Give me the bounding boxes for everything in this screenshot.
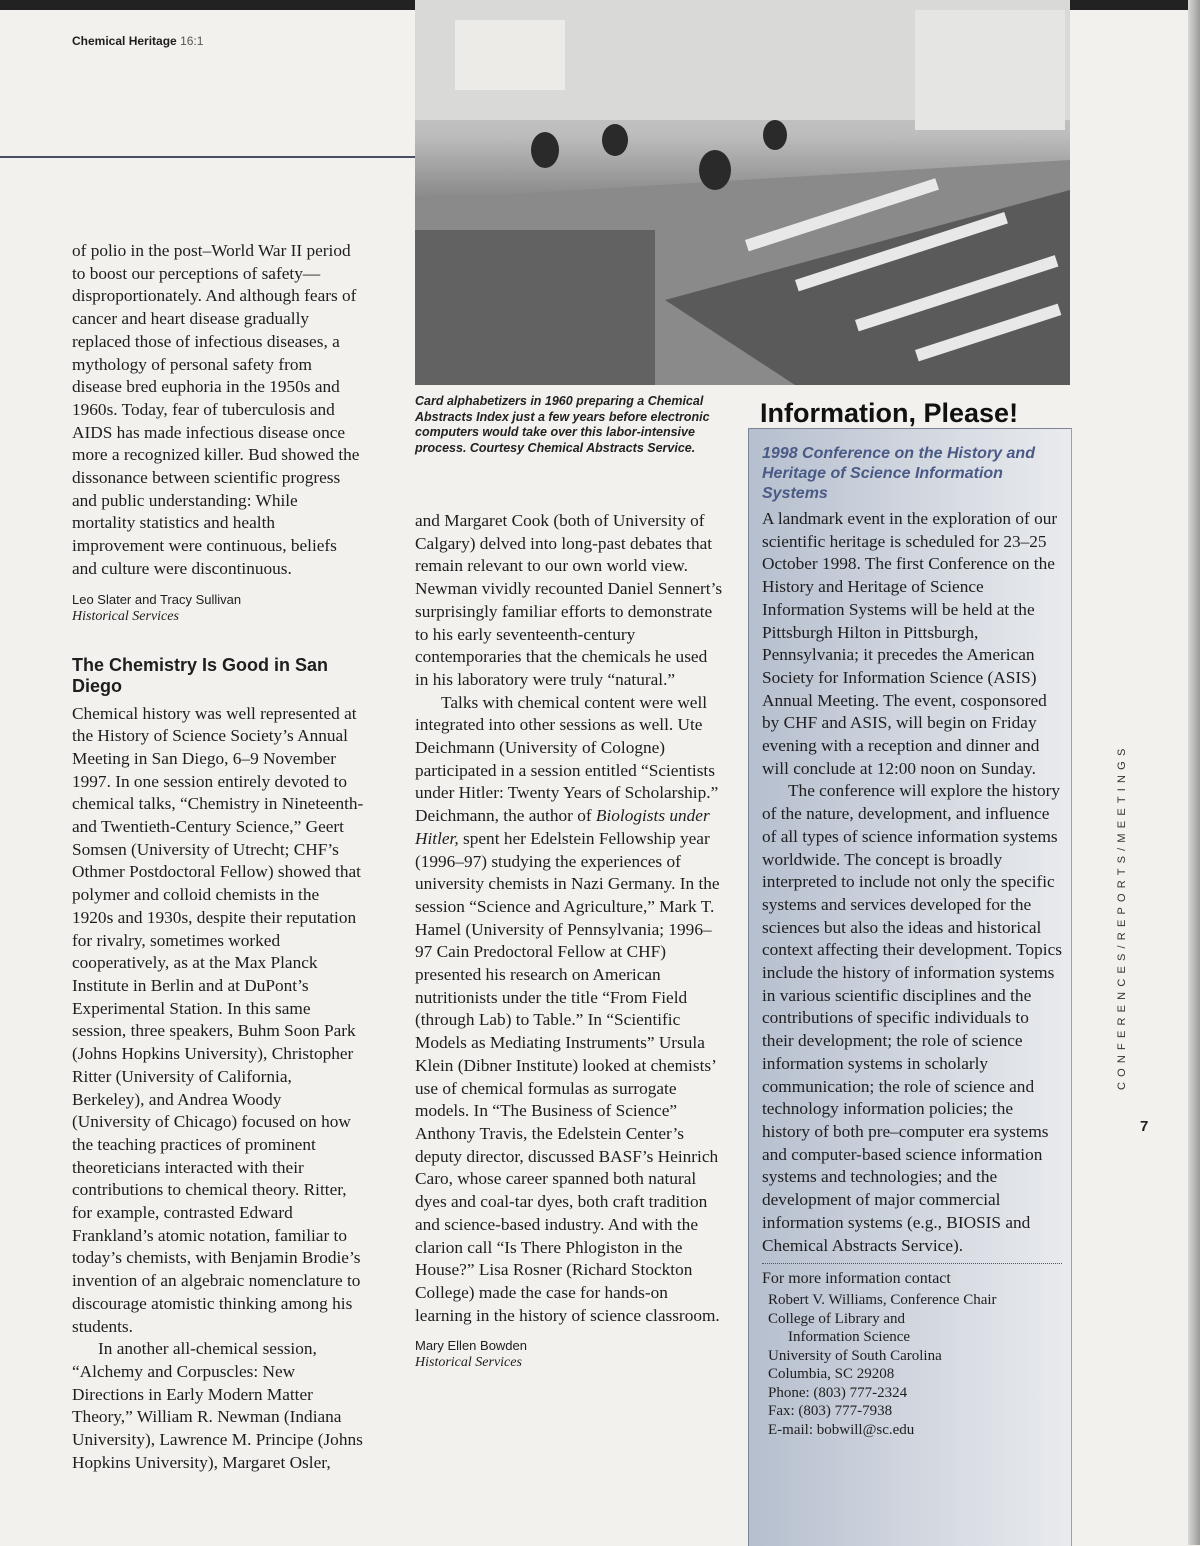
contact-intro: For more information contact	[762, 1270, 951, 1288]
contact-org: Information Science	[788, 1329, 911, 1346]
contact-university: University of South Carolina	[768, 1347, 942, 1364]
text-run: spent her Edelstein Fellowship year (1996–97) studying the experiences of university chemists in Nazi Germany. In the session “Science and Agriculture,” Mark T. Hamel (University of Pennsylvania; 1996–97 Cain Predoctoral Fellow at CHF) presented his research on American nutritionists under the title “From Field (through Lab) to Table.” In “Scientific Models as Mediating Instruments” Ursula Klein (Dibner Institute) looked at chemists’ use of chemical formulas as surrogate models. In “The Business of Science” Anthony Travis, the Edelstein Center’s deputy director, discussed BASF’s Heinrich Caro, whose career spanned both natural dyes and coal-tar dyes, both craft tradition and science-based industry. And with the clarion call “Is There Phlogiston in the House?” Lisa Rosner (Richard Stockton College) made the case for hands-on learning in the history of science classroom.	[415, 828, 720, 1325]
contact-org: College of Library and	[768, 1310, 906, 1327]
sidebar-body	[762, 508, 1062, 1440]
article2-title: The Chemistry Is Good in San Diego	[72, 654, 329, 696]
page-number: 7	[1140, 1118, 1149, 1135]
contact-name: Robert V. Williams, Conference Chair	[768, 1291, 997, 1308]
photo-card-alphabetizers	[415, 0, 1070, 385]
column-1	[72, 240, 364, 1474]
article1-author: Leo Slater and Tracy Sullivan	[72, 591, 242, 607]
article2-paragraph: In another all-chemical session, “Alchemy and Corpuscles: New Directions in Early Modern Matter Theory,” William R. Newman (Indiana University), Lawrence M. Principe (Johns Hopkins University), Margaret Osler,	[72, 1339, 363, 1472]
article2-author: Mary Ellen Bowden	[415, 1338, 527, 1354]
header-rule	[0, 156, 415, 158]
photo-caption: Card alphabetizers in 1960 preparing a Chemical Abstracts Index just a few years before electronic computers would take over this labor-intensive process. Courtesy Chemical Abstracts Service.	[415, 394, 710, 455]
article2-paragraph: and Margaret Cook (both of University of Calgary) delved into long-past debates that remain relevant to our own world view. Newman vividly recounted Daniel Sennert’s surprisingly familiar efforts to demonstrate to his early seventeenth-century contemporaries that the chemicals he used in his laboratory were truly “natural.”	[415, 511, 723, 689]
contact-block	[762, 1291, 1062, 1440]
article1-affiliation: Historical Services	[72, 608, 179, 624]
sidebar-paragraph: The conference will explore the history of the nature, development, and influence of all types of science information systems worldwide. The concept is broadly interpreted to include not only the specific systems and services developed for the sciences but also the ideas and historical context affecting their development. Topics include the history of information systems in various scientific disciplines and the contributions of specific individuals to their development; the role of science information systems in scholarly communication; the role of science and technology information policies; the history of both pre–computer era systems and computer-based science information systems and technologies; and the development of major commercial information systems (e.g., BIOSIS and Chemical Abstracts Service).	[762, 781, 1062, 1255]
article2-affiliation: Historical Services	[415, 1355, 522, 1371]
office-photo-illustration	[415, 0, 1070, 385]
sidebar-paragraph: A landmark event in the exploration of our scientific heritage is scheduled for 23–25 October 1998. The first Conference on the History and Heritage of Science Information Systems will be held at the Pittsburgh Hilton in Pittsburgh, Pennsylvania; it precedes the American Society for Information Science (ASIS) Annual Meeting. The event, cosponsored by CHF and ASIS, will begin on Friday evening with a reception and dinner and will conclude at 12:00 noon on Sunday.	[762, 509, 1058, 778]
article2-paragraph: Chemical history was well represented at the History of Science Society’s Annual Meeting in San Diego, 6–9 November 1997. In one session entirely devoted to chemical talks, “Chemistry in Nineteenth- and Twentieth-Century Science,” Geert Somsen (University of Utrecht; CHF’s Othmer Postdoctoral Fellow) showed that polymer and colloid chemists in the 1920s and 1930s, despite their reputation for rivalry, sometimes worked cooperatively, as at the Max Planck Institute in Berlin and at DuPont’s Experimental Station. In this same session, three speakers, Buhm Soon Park (Johns Hopkins University), Christopher Ritter (University of California, Berkeley), and Andrea Woody (University of Chicago) focused on how the teaching practices of prominent theoreticians interacted with their contributions to chemical theory. Ritter, for example, contrasted Edward Frankland’s atomic notation, familiar to today’s chemists, with Benjamin Brodie’s invention of an algebraic nomenclature to discourage atomistic thinking among his students.	[72, 703, 364, 1336]
article1-paragraph: of polio in the post–World War II period to boost our perceptions of safety—disproportionately. And although fears of cancer and heart disease gradually replaced those of infectious diseases, a mythology of personal safety from disease bred euphoria in the 1950s and 1960s. Today, fear of tuberculosis and AIDS has made infectious disease once more a recognized killer. Bud showed the dissonance between scientific progress and public understanding: While mortality statistics and health improvement were continuous, beliefs and culture were discontinuous.	[72, 241, 360, 578]
contact-email[interactable]: E-mail: bobwill@sc.edu	[768, 1422, 915, 1439]
issue-number: 16:1	[180, 34, 204, 48]
article2-paragraph	[415, 692, 723, 1328]
contact-phone: Phone: (803) 777-2324	[768, 1384, 908, 1401]
sidebar-title: Information, Please!	[760, 398, 1019, 428]
text-run: Talks with chemical content were well integrated into other sessions as well. Ute Deichmann (University of Cologne) participated in a session entitled “Scientists under Hitler: Twenty Years of Scholarship.” Deichmann, the author of	[415, 692, 719, 826]
page-edge	[1188, 0, 1200, 1545]
divider	[762, 1263, 1062, 1264]
sidebar-subtitle: 1998 Conference on the History and Heritage of Science Information Systems	[762, 445, 1035, 502]
contact-city: Columbia, SC 29208	[768, 1366, 895, 1383]
section-label: CONFERENCES/REPORTS/MEETINGS	[1116, 743, 1128, 1090]
column-2	[415, 510, 723, 1371]
contact-fax: Fax: (803) 777-7938	[768, 1403, 893, 1420]
book-title: Biologists under Hitler,	[415, 806, 710, 848]
magazine-name: Chemical Heritage	[72, 34, 177, 48]
running-header	[72, 34, 203, 48]
